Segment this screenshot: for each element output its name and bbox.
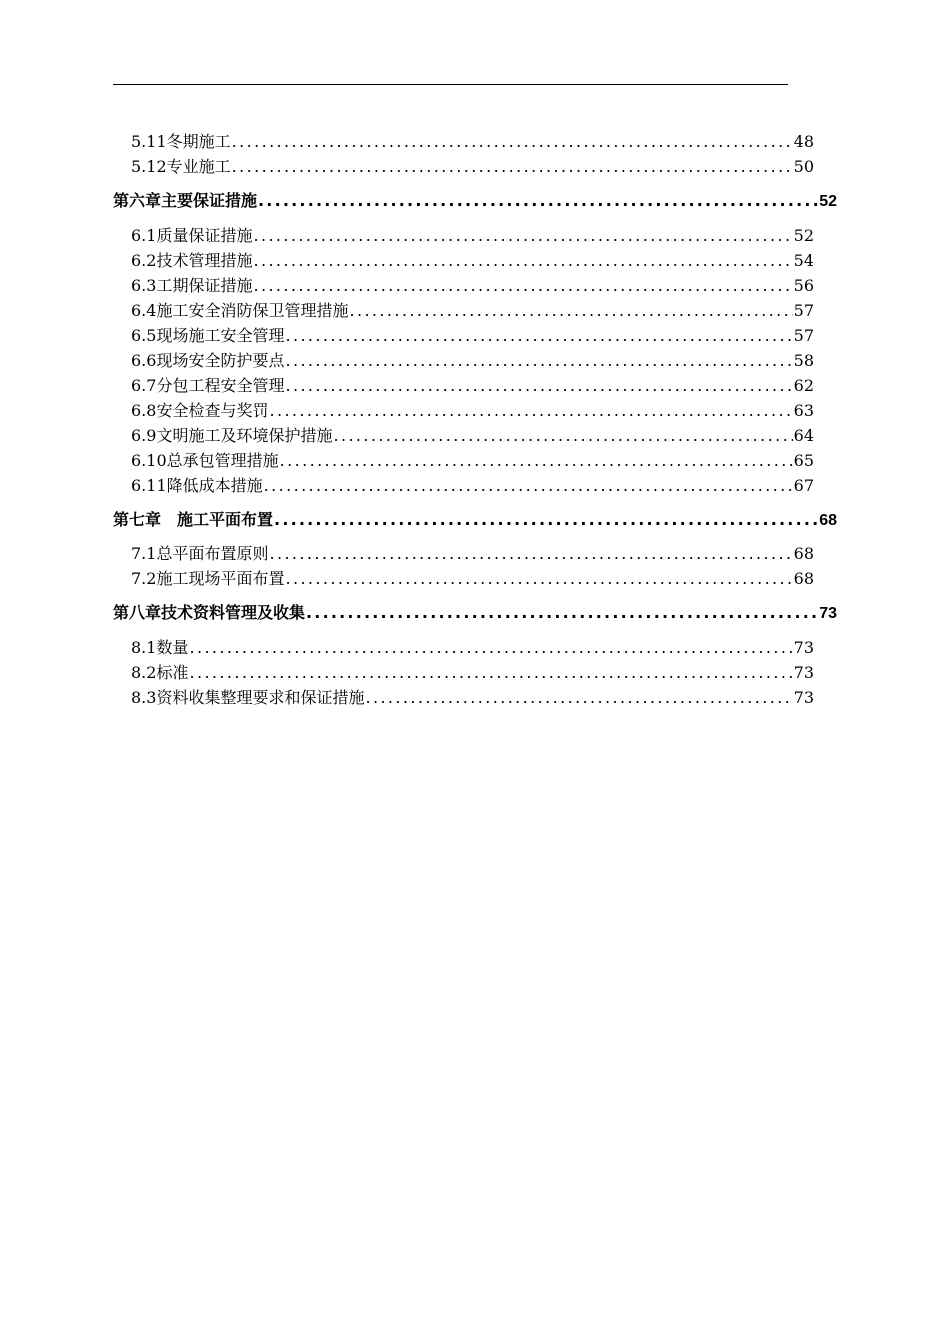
toc-dot-leader xyxy=(258,189,818,213)
toc-dot-leader xyxy=(253,249,792,273)
toc-entry-number: 6.8 xyxy=(131,401,157,420)
toc-entry-page-number: 73 xyxy=(793,663,814,682)
toc-entry-title: 标准 xyxy=(156,663,189,682)
toc-entry-title: 分包工程安全管理 xyxy=(156,376,285,395)
toc-entry-title: 总承包管理措施 xyxy=(166,451,279,470)
toc-entry-title: 文明施工及环境保护措施 xyxy=(156,426,333,445)
toc-section-entry[interactable] xyxy=(131,224,814,248)
toc-entry-number: 6.7 xyxy=(131,376,157,395)
toc-entry-number: 6.2 xyxy=(131,251,157,270)
toc-dot-leader xyxy=(285,349,792,373)
toc-entry-page-number: 50 xyxy=(793,157,814,176)
toc-section-entry[interactable] xyxy=(131,374,814,398)
header-rule xyxy=(113,84,788,85)
toc-entry-title: 现场施工安全管理 xyxy=(156,326,285,345)
toc-entry-number: 6.9 xyxy=(131,426,157,445)
toc-entry-title: 安全检查与奖罚 xyxy=(156,401,269,420)
toc-chapter-entry[interactable] xyxy=(113,189,837,213)
toc-dot-leader xyxy=(365,686,792,710)
toc-dot-leader xyxy=(189,661,792,685)
toc-chapter-entry[interactable] xyxy=(113,508,837,532)
toc-entry-number: 5.12 xyxy=(131,157,167,176)
toc-entry-page-number: 52 xyxy=(793,226,814,245)
toc-dot-leader xyxy=(349,299,792,323)
toc-entry-number: 第七章 xyxy=(113,510,162,529)
toc-chapter-entry[interactable] xyxy=(113,601,837,625)
toc-entry-page-number: 63 xyxy=(793,401,814,420)
toc-entry-title: 冬期施工 xyxy=(166,132,231,151)
toc-section-entry[interactable] xyxy=(131,542,814,566)
toc-section-entry[interactable] xyxy=(131,399,814,423)
toc-section-entry[interactable] xyxy=(131,299,814,323)
toc-entry-page-number: 57 xyxy=(793,326,814,345)
toc-entry-number: 8.1 xyxy=(131,638,157,657)
toc-entry-page-number: 68 xyxy=(793,544,814,563)
toc-entry-title: 现场安全防护要点 xyxy=(156,351,285,370)
toc-entry-title: 工期保证措施 xyxy=(156,276,253,295)
toc-entry-number: 6.1 xyxy=(131,226,157,245)
toc-section-entry[interactable] xyxy=(131,249,814,273)
toc-dot-leader xyxy=(189,636,792,660)
toc-entry-separator xyxy=(161,508,177,532)
toc-entry-number: 6.6 xyxy=(131,351,157,370)
toc-entry-number: 7.2 xyxy=(131,569,157,588)
toc-entry-page-number: 65 xyxy=(793,451,814,470)
toc-section-entry[interactable] xyxy=(131,567,814,591)
toc-section-entry[interactable] xyxy=(131,424,814,448)
toc-entry-number: 6.5 xyxy=(131,326,157,345)
toc-section-entry[interactable] xyxy=(131,349,814,373)
toc-section-entry[interactable] xyxy=(131,636,814,660)
toc-entry-page-number: 48 xyxy=(793,132,814,151)
toc-entry-number: 6.10 xyxy=(131,451,167,470)
toc-section-entry[interactable] xyxy=(131,324,814,348)
toc-dot-leader xyxy=(232,130,793,154)
toc-dot-leader xyxy=(232,155,793,179)
toc-entry-page-number: 52 xyxy=(819,193,837,210)
toc-section-entry[interactable] xyxy=(131,474,814,498)
toc-entry-title: 主要保证措施 xyxy=(161,191,258,210)
toc-entry-number: 第八章 xyxy=(113,603,162,622)
toc-entry-title: 施工安全消防保卫管理措施 xyxy=(156,301,349,320)
toc-entry-title: 资料收集整理要求和保证措施 xyxy=(156,688,365,707)
toc-dot-leader xyxy=(269,542,792,566)
toc-entry-title: 降低成本措施 xyxy=(166,476,263,495)
toc-entry-page-number: 68 xyxy=(819,512,837,529)
toc-dot-leader xyxy=(253,224,792,248)
toc-entry-page-number: 64 xyxy=(793,426,814,445)
toc-dot-leader xyxy=(269,399,792,423)
toc-entry-number: 6.3 xyxy=(131,276,157,295)
toc-dot-leader xyxy=(280,449,793,473)
toc-entry-title: 施工平面布置 xyxy=(177,510,274,529)
toc-entry-page-number: 73 xyxy=(793,688,814,707)
toc-dot-leader xyxy=(285,374,792,398)
toc-entry-page-number: 58 xyxy=(793,351,814,370)
toc-dot-leader xyxy=(333,424,792,448)
toc-entry-title: 总平面布置原则 xyxy=(156,544,269,563)
toc-dot-leader xyxy=(285,567,792,591)
toc-entry-number: 5.11 xyxy=(131,132,167,151)
toc-entry-page-number: 68 xyxy=(793,569,814,588)
toc-section-entry[interactable] xyxy=(131,686,814,710)
toc-entry-number: 8.2 xyxy=(131,663,157,682)
toc-section-entry[interactable] xyxy=(131,274,814,298)
toc-entry-page-number: 73 xyxy=(793,638,814,657)
toc-entry-number: 7.1 xyxy=(131,544,157,563)
toc-entry-number: 8.3 xyxy=(131,688,157,707)
toc-entry-title: 质量保证措施 xyxy=(156,226,253,245)
toc-entry-page-number: 62 xyxy=(793,376,814,395)
toc-dot-leader xyxy=(274,508,818,532)
toc-section-entry[interactable] xyxy=(131,155,814,179)
toc-section-entry[interactable] xyxy=(131,661,814,685)
toc-entry-page-number: 57 xyxy=(793,301,814,320)
toc-entry-number: 6.4 xyxy=(131,301,157,320)
toc-section-entry[interactable] xyxy=(131,130,814,154)
toc-entry-title: 技术资料管理及收集 xyxy=(161,603,306,622)
toc-section-entry[interactable] xyxy=(131,449,814,473)
toc-entry-title: 施工现场平面布置 xyxy=(156,569,285,588)
toc-entry-page-number: 73 xyxy=(819,605,837,622)
toc-entry-title: 技术管理措施 xyxy=(156,251,253,270)
toc-entry-page-number: 54 xyxy=(793,251,814,270)
toc-entry-page-number: 67 xyxy=(793,476,814,495)
toc-entry-number: 第六章 xyxy=(113,191,162,210)
toc-entry-title: 专业施工 xyxy=(166,157,231,176)
toc-entry-page-number: 56 xyxy=(793,276,814,295)
toc-entry-number: 6.11 xyxy=(131,476,167,495)
toc-dot-leader xyxy=(264,474,793,498)
toc-dot-leader xyxy=(285,324,792,348)
toc-dot-leader xyxy=(253,274,792,298)
toc-dot-leader xyxy=(306,601,818,625)
toc-entry-title: 数量 xyxy=(156,638,189,657)
